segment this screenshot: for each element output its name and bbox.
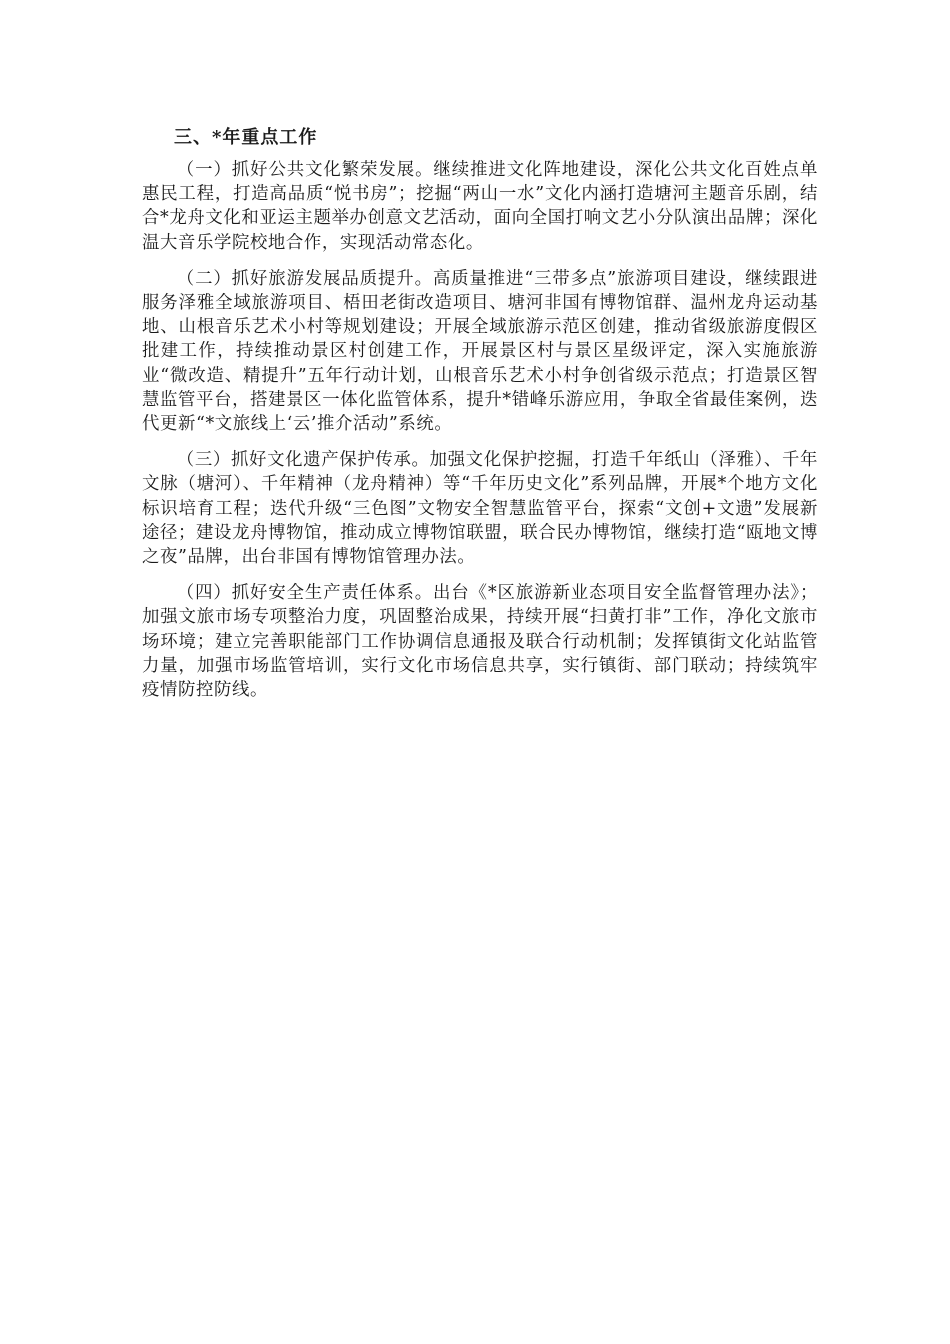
paragraph-public-culture: （一）抓好公共文化繁荣发展。继续推进文化阵地建设，深化公共文化百姓点单惠民工程，打造高品质“悦书房”；挖掘“两山一水”文化内涵打造塘河主题音乐剧，结合*龙舟文化和亚运主题举办创意文艺活动，面向全国打响文艺小分队演出品牌；深化温大音乐学院校地合作，实现活动常态化。 (142, 160, 818, 253)
section-heading: 三、*年重点工作 (174, 127, 318, 148)
document-body (142, 126, 818, 714)
paragraph-safety-responsibility: （四）抓好安全生产责任体系。出台《*区旅游新业态项目安全监督管理办法》；加强文旅市场专项整治力度，巩固整治成果，持续开展“扫黄打非”工作，净化文旅市场环境；建立完善职能部门工作协调信息通报及联合行动机制；发挥镇街文化站监管力量，加强市场监管培训，实行文化市场信息共享，实行镇街、部门联动；持续筑牢疫情防控防线。 (142, 583, 818, 701)
paragraph-heritage-protection: （三）抓好文化遗产保护传承。加强文化保护挖掘，打造千年纸山（泽雅）、千年文脉（塘河）、千年精神（龙舟精神）等“千年历史文化”系列品牌，开展*个地方文化标识培育工程；迭代升级“三色图”文物安全智慧监管平台，探索“文创+文遗”发展新途径；建设龙舟博物馆，推动成立博物馆联盟，联合民办博物馆，继续打造“瓯地文博之夜”品牌，出台非国有博物馆管理办法。 (142, 450, 818, 568)
paragraph-tourism-quality: （二）抓好旅游发展品质提升。高质量推进“三带多点”旅游项目建设，继续跟进服务泽雅全域旅游项目、梧田老街改造项目、塘河非国有博物馆群、温州龙舟运动基地、山根音乐艺术小村等规划建设；开展全域旅游示范区创建，推动省级旅游度假区批建工作，持续推动景区村创建工作，开展景区村与景区星级评定，深入实施旅游业“微改造、精提升”五年行动计划，山根音乐艺术小村争创省级示范点；打造景区智慧监管平台，搭建景区一体化监管体系，提升*错峰乐游应用，争取全省最佳案例，迭代更新“*文旅线上‘云’推介活动”系统。 (142, 268, 818, 435)
